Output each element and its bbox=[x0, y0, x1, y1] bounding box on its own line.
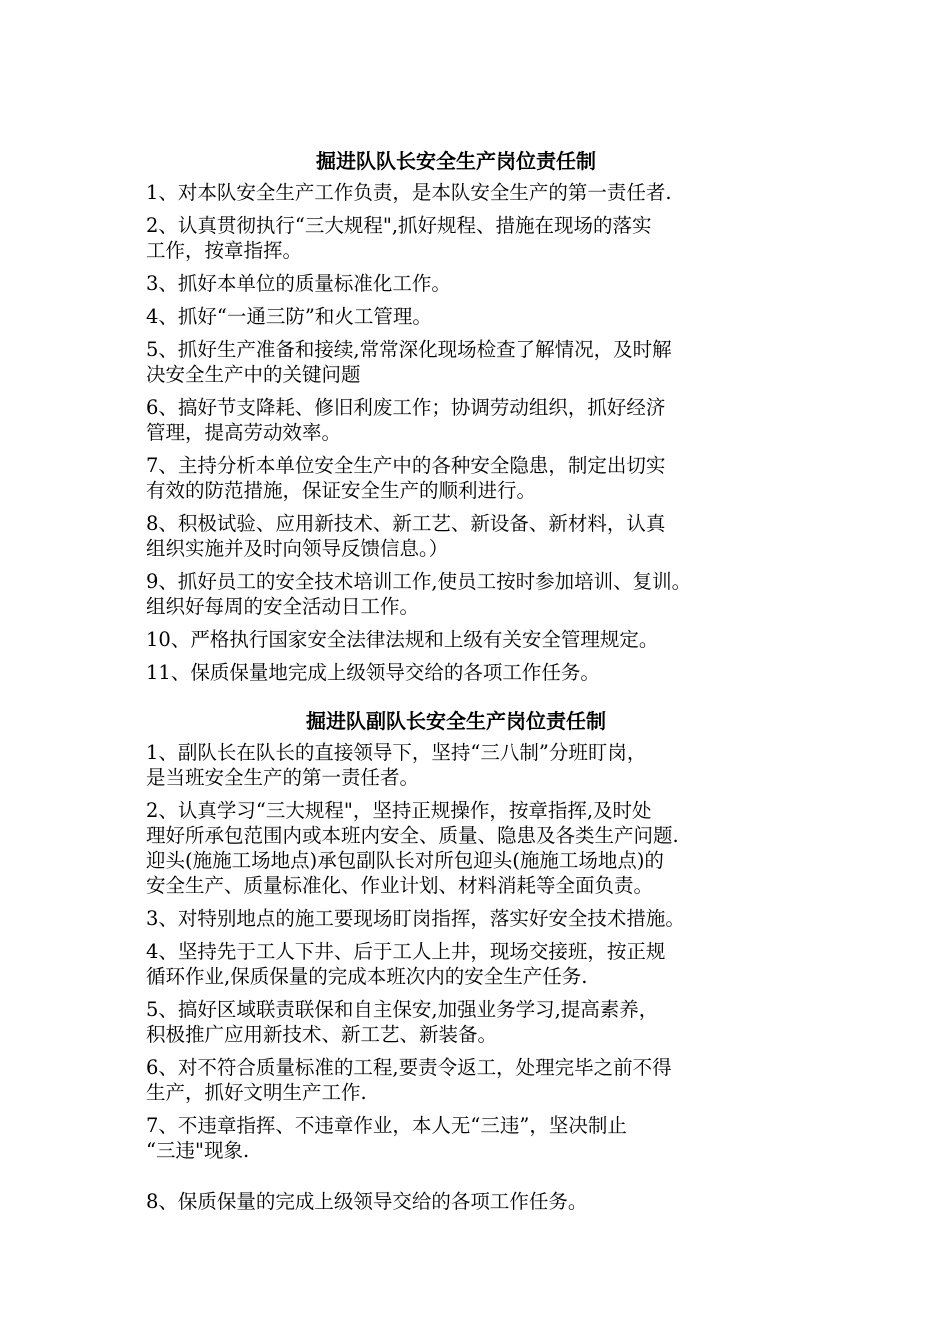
section-title: 掘进队副队长安全生产岗位责任制 bbox=[306, 709, 606, 733]
list-item: 7、主持分析本单位安全生产中的各种安全隐患，制定出切实 有效的防范措施，保证安全生产的顺利进行。 bbox=[146, 454, 666, 502]
list-item: 10、严格执行国家安全法律法规和上级有关安全管理规定。 bbox=[146, 628, 659, 651]
list-item: 2、认真贯彻执行“三大规程",抓好规程、措施在现场的落实 工作，按章指挥。 bbox=[146, 214, 652, 262]
list-item: 4、坚持先于工人下井、后于工人上井，现场交接班，按正规 循环作业,保质保量的完成本班次内的安全生产任务. bbox=[146, 940, 666, 988]
list-item: 2、认真学习“三大规程"，坚持正规操作，按章指挥,及时处 理好所承包范围内或本班内安全、质量、隐患及各类生产问题. 迎头(施施工场地点)承包副队长对所包迎头(施施工场地点)的 安全生产、质量标准化、作业计划、材料消耗等全面负责。 bbox=[146, 799, 679, 897]
section-team-leader bbox=[146, 146, 766, 693]
list-item: 3、抓好本单位的质量标准化工作。 bbox=[146, 272, 451, 295]
section-title: 掘进队队长安全生产岗位责任制 bbox=[316, 149, 596, 173]
list-item: 1、副队长在队长的直接领导下，坚持“三八制”分班盯岗， 是当班安全生产的第一责任者。 bbox=[146, 741, 647, 789]
list-item: 1、对本队安全生产工作负责，是本队安全生产的第一责任者. bbox=[146, 181, 672, 204]
list-item: 6、搞好节支降耗、修旧利废工作；协调劳动组织，抓好经济 管理，提高劳动效率。 bbox=[146, 396, 666, 444]
list-item: 5、搞好区域联责联保和自主保安,加强业务学习,提高素养， 积极推广应用新技术、新工艺、新装备。 bbox=[146, 998, 659, 1046]
list-item: 7、不违章指挥、不违章作业，本人无“三违”，坚决制止 “三违"现象. bbox=[146, 1114, 627, 1162]
list-item: 3、对特别地点的施工要现场盯岗指挥，落实好安全技术措施。 bbox=[146, 907, 685, 930]
list-item: 5、抓好生产准备和接续,常常深化现场检查了解情况，及时解 决安全生产中的关键问题 bbox=[146, 338, 672, 386]
list-item: 6、对不符合质量标准的工程,要责令返工，处理完毕之前不得 生产，抓好文明生产工作. bbox=[146, 1056, 672, 1104]
list-item: 9、抓好员工的安全技术培训工作,使员工按时参加培训、复训。 组织好每周的安全活动日工作。 bbox=[146, 570, 692, 618]
section-deputy-team-leader bbox=[146, 706, 766, 1222]
list-item: 8、保质保量的完成上级领导交给的各项工作任务。 bbox=[146, 1190, 588, 1213]
list-item: 11、保质保量地完成上级领导交给的各项工作任务。 bbox=[146, 661, 600, 684]
list-item: 8、积极试验、应用新技术、新工艺、新设备、新材料，认真 组织实施并及时向领导反馈信息。） bbox=[146, 512, 666, 560]
list-item: 4、抓好“一通三防”和火工管理。 bbox=[146, 305, 432, 328]
